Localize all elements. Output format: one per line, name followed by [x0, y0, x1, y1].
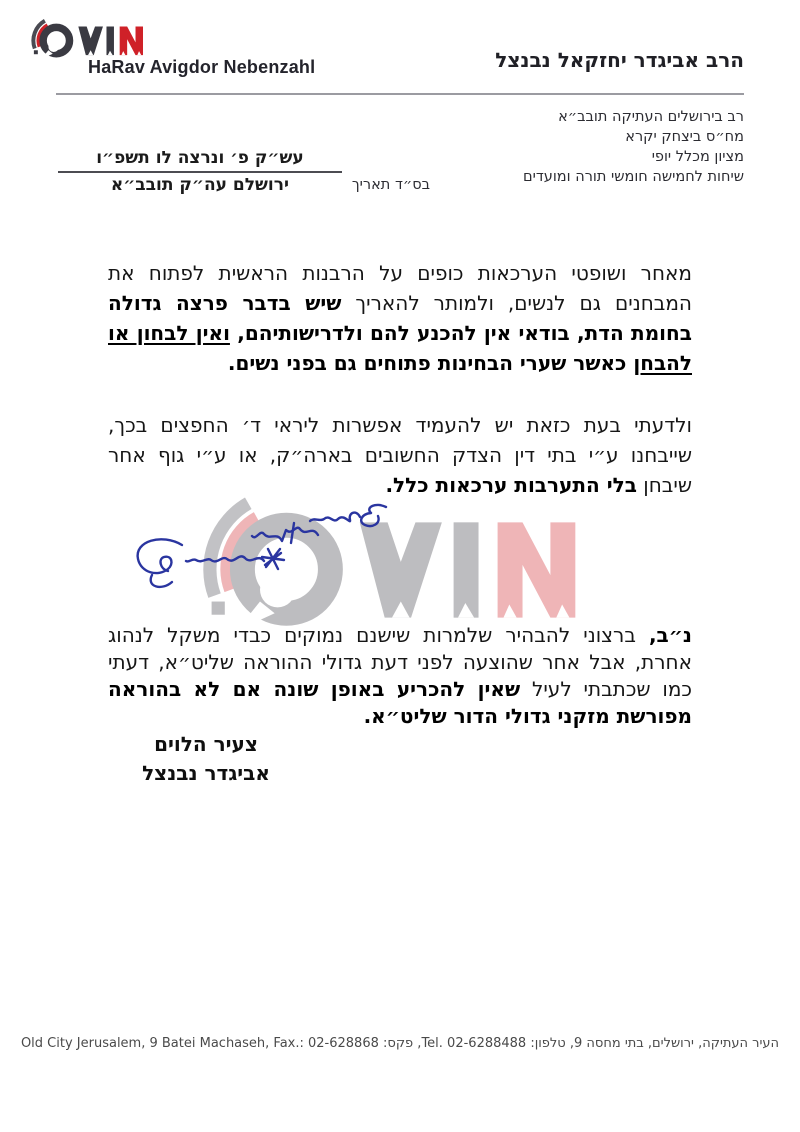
place-value: ירושלם עה״ק תובב״א: [110, 175, 290, 195]
body-line: [108, 288, 692, 318]
text-segment: שאין להכריע באופן שונה אם לא בהוראה: [108, 677, 521, 701]
signatory-name: אביגדר נבנצל: [142, 761, 270, 785]
text-segment: אחרת, אבל אחר שהוצעה לפני דעת גדולי ההוראה שליט״א, דעתי: [108, 650, 692, 674]
text-segment: בלי התערבות ערכאות כלל.: [385, 473, 637, 497]
credential-line: רב בירושלים העתיקה תובב״א: [558, 109, 744, 125]
footer-address: [0, 1036, 800, 1051]
text-segment: כמו שכתבתי לעיל: [520, 677, 692, 701]
author-name-hebrew: הרב אביגדר יחזקאל נבנצל: [495, 48, 744, 72]
footer-address-english: Old City Jerusalem, 9 Batei Machaseh, Fax.: 02-628868: [20, 1036, 379, 1051]
body-line: [108, 676, 692, 703]
credential-line: מציון מכלל יופי: [651, 149, 744, 165]
closing-line: צעיר הלוים: [154, 732, 258, 756]
credential-line: שיחות לחמישה חומשי תורה ומועדים: [523, 169, 744, 185]
author-name-english: HaRav Avigdor Nebenzahl: [88, 57, 316, 77]
author-credentials: [523, 107, 744, 187]
bsd-date-label: בס״ד תאריך: [351, 177, 430, 193]
body-line: [108, 440, 692, 470]
body-line: [108, 622, 692, 649]
text-segment: ולדעתי בעת כזאת יש להעמיד אפשרות ליראי ד׳ החפצים בכך,: [108, 413, 692, 437]
paragraph-3-postscript: [108, 622, 692, 730]
paragraph-2: [108, 410, 692, 500]
date-field: [58, 148, 342, 195]
text-segment: שייבחנו ע״י בתי דין הצדק החשובים בארה״ק, או ע״י גוף אחר: [108, 443, 692, 467]
text-segment: שיבחן: [636, 473, 692, 497]
text-segment: מאחר ושופטי הערכאות כופים על הרבנות הראשית לפתוח את: [108, 261, 692, 285]
handwritten-signature: [118, 497, 410, 609]
text-segment: ברצוני להבהיר שלמרות שישנם נמוקים כבדי משקל לנהוג: [108, 623, 649, 647]
footer-address-hebrew: העיר העתיקה, ירושלים, בתי מחסה 9, טלפון: Tel. 02-6288488, פקס:: [383, 1036, 780, 1051]
text-segment: נ״ב,: [648, 623, 692, 647]
body-line: [108, 470, 692, 500]
body-line: [108, 410, 692, 440]
text-segment: שיש בדבר פרצה גדולה: [108, 291, 342, 315]
body-line: [108, 258, 692, 288]
header-divider: [56, 93, 744, 95]
brand-logo-icon: [22, 13, 154, 62]
body-line: [108, 348, 692, 378]
text-segment: מפורשת מזקני גדולי הדור שליט״א.: [363, 704, 692, 728]
date-block: [58, 148, 430, 195]
body-line: [108, 703, 692, 730]
text-segment: ואין לבחון או: [108, 321, 230, 345]
text-segment: כאשר שערי הבחינות פתוחים גם בפני נשים.: [227, 351, 634, 375]
date-value: עש״ק פ׳ ונרצה לו תשפ״ו: [58, 148, 342, 173]
credential-line: מח״ס ביצחק יקרא: [625, 129, 744, 145]
closing-block: [136, 730, 276, 788]
paragraph-1: [108, 258, 692, 378]
body-line: [108, 318, 692, 348]
body-line: [108, 649, 692, 676]
text-segment: בחומת הדת, בודאי אין להכנע להם ולדרישותיהם,: [229, 321, 692, 345]
text-segment: להבחן: [633, 351, 692, 375]
text-segment: המבחנים גם לנשים, ולמותר להאריך: [341, 291, 692, 315]
